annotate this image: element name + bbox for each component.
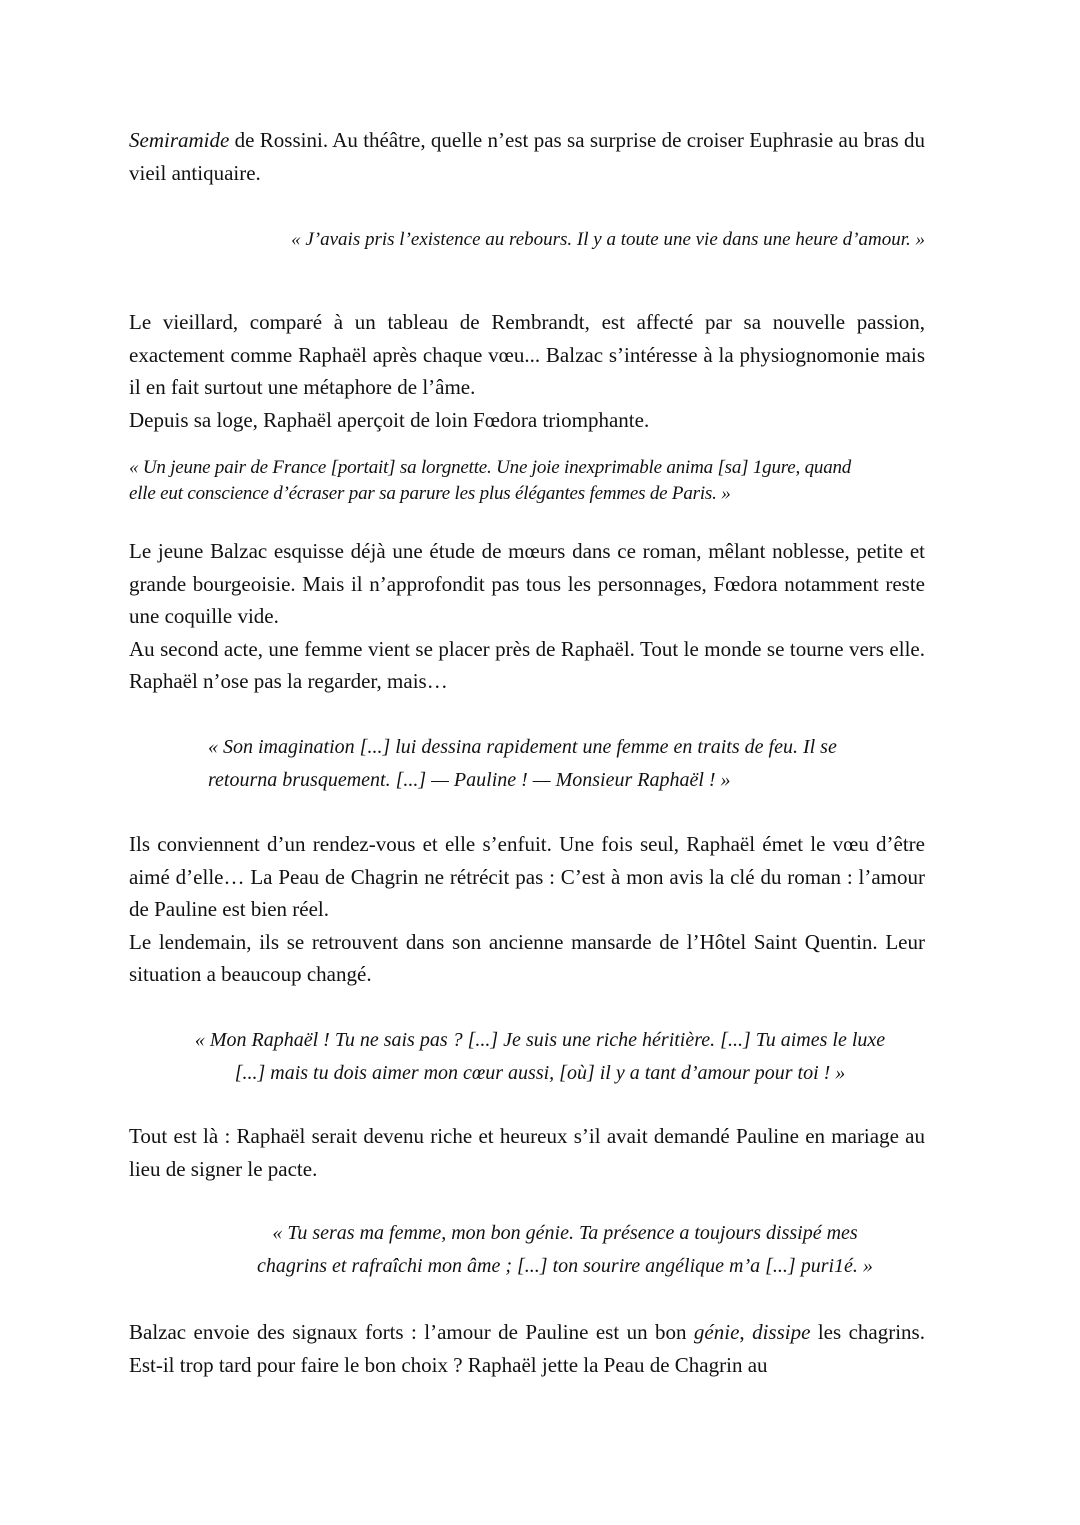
quote-existence-au-rebours: « J’avais pris l’existence au rebours. Il y a toute une vie dans une heure d’amour. » <box>291 229 925 250</box>
paragraph-text: Au second acte, une femme vient se placer près de Raphaël. Tout le monde se tourne vers elle. Raphaël n’ose pas la regarder, mais… <box>129 636 925 693</box>
paragraph-vieillard <box>129 306 925 436</box>
paragraph-etude-de-moeurs <box>129 535 925 698</box>
paragraph-text: de Rossini. Au théâtre, quelle n’est pas sa surprise de croiser Euphrasie au bras du vieil antiquaire. <box>129 128 925 185</box>
paragraph-text: Le vieillard, comparé à un tableau de Rembrandt, est affecté par sa nouvelle passion, exactement comme Raphaël après chaque vœu... Balzac s’intéresse à la physiognomonie mais il en fait surtout une métaphore de l’âme. <box>129 310 925 399</box>
paragraph-signaux-forts: Balzac envoie des signaux forts : l’amour de Pauline est un bon génie, dissipe les chagrins. Est-il trop tard pour faire le bon choix ? Raphaël jette la Peau de Chagrin au <box>129 1320 925 1377</box>
paragraph-tout-est-la <box>129 1120 925 1185</box>
paragraph-text: Ils conviennent d’un rendez-vous et elle s’enfuit. Une fois seul, Raphaël émet le vœu d’être aimé d’elle… La Peau de Chagrin ne rétrécit pas : C’est à mon avis la clé du roman : l’amour de Pauline est bien réel. <box>129 832 925 921</box>
paragraph-rendez-vous <box>129 828 925 991</box>
quote-jeune-pair: « Un jeune pair de France [portait] sa lorgnette. Une joie inexprimable anima [sa] 1gure, quand elle eut conscience d’écraser par sa parure les plus élégantes femmes de Paris. » <box>129 457 852 504</box>
paragraph-text: Depuis sa loge, Raphaël aperçoit de loin Fœdora triomphante. <box>129 407 650 432</box>
paragraph-text: Tout est là : Raphaël serait devenu riche et heureux s’il avait demandé Pauline en mariage au lieu de signer le pacte. <box>129 1124 925 1181</box>
opera-title: Semiramide <box>129 128 230 152</box>
quote-mon-raphael: « Mon Raphaël ! Tu ne sais pas ? [...] Je suis une riche héritière. [...] Tu aimes le luxe [...] mais tu dois aimer mon cœur aussi, [où] il y a tant d’amour pour toi ! » <box>194 1029 886 1084</box>
quote-son-imagination: « Son imagination [...] lui dessina rapidement une femme en traits de feu. Il se retourna brusquement. [...] — Pauline ! — Monsieur Raphaël ! » <box>208 736 837 791</box>
paragraph-semiramide <box>129 124 925 189</box>
quote-tu-seras-ma-femme: « Tu seras ma femme, mon bon génie. Ta présence a toujours dissipé mes chagrins et rafraîchi mon âme ; [...] ton sourire angélique m’a [...] puri1é. » <box>257 1222 873 1277</box>
paragraph-text: Le lendemain, ils se retrouvent dans son ancienne mansarde de l’Hôtel Saint Quentin. Leur situation a beaucoup changé. <box>129 929 925 986</box>
paragraph-text: Le jeune Balzac esquisse déjà une étude de mœurs dans ce roman, mêlant noblesse, petite et grande bourgeoisie. Mais il n’approfondit pas tous les personnages, Fœdora notamment reste une coquille vide. <box>129 539 925 628</box>
